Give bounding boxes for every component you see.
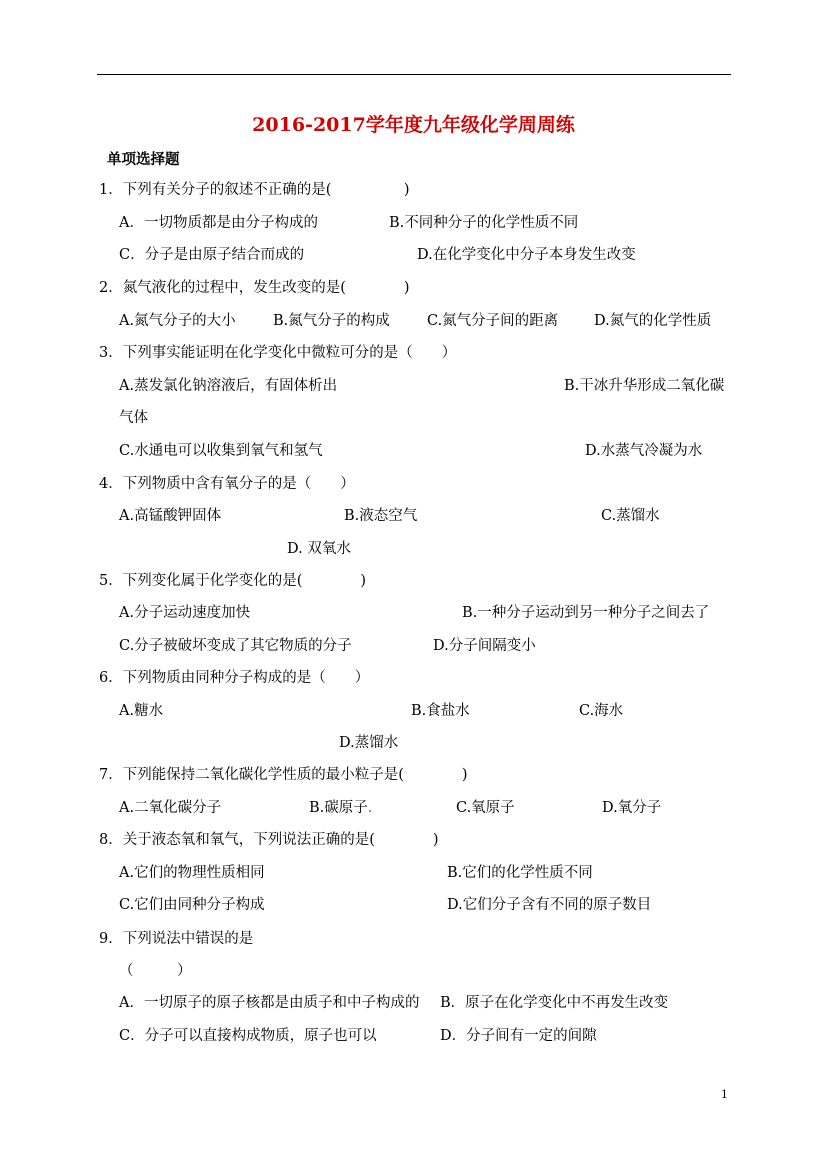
q1-option-a: A．一切物质都是由分子构成的 [119,215,318,231]
q8-option-d: D.它们分子含有不同的原子数目 [447,897,652,913]
page-title: 2016-2017学年度九年级化学周周练 [252,114,575,136]
question-6-stem: 6．下列物质由同种分子构成的是（ ） [99,670,370,686]
q5-option-a: A.分子运动速度加快 [119,605,251,621]
q3-option-d: D.水蒸气冷凝为水 [585,443,703,459]
question-1-stem: 1．下列有关分子的叙述不正确的是( ) [99,182,410,198]
q4-option-c: C.蒸馏水 [601,508,660,524]
q2-option-c: C.氮气分子间的距离 [427,313,559,329]
q7-option-b-dot: . [367,800,373,816]
q9-option-a: A．一切原子的原子核都是由质子和中子构成的 [119,995,420,1011]
q7-option-b-text: B.碳原子 [309,800,368,816]
q8-option-a: A.它们的物理性质相同 [119,865,265,881]
q4-option-b: B.液态空气 [344,508,418,524]
q1-option-c: C．分子是由原子结合而成的 [119,247,305,263]
question-3-stem: 3．下列事实能证明在化学变化中微粒可分的是（ ） [99,345,457,361]
header-rule [97,74,731,75]
page-number: 1 [721,1088,728,1101]
q8-option-b: B.它们的化学性质不同 [447,865,593,881]
q3-option-a: A.蒸发氯化钠溶液后，有固体析出 [119,378,338,394]
q9-option-b: B．原子在化学变化中不再发生改变 [440,995,669,1011]
q7-option-b [309,798,372,818]
question-4-stem: 4．下列物质中含有氧分子的是（ ） [99,476,355,492]
q3-option-b: B.干冰升华形成二氧化碳 [564,378,725,394]
q4-option-d: D. 双氧水 [287,541,351,557]
q9-option-c: C．分子可以直接构成物质，原子也可以 [119,1028,377,1044]
q4-option-a: A.高锰酸钾固体 [119,508,222,524]
q1-option-b: B.不同种分子的化学性质不同 [389,215,579,231]
question-7-stem: 7．下列能保持二氧化碳化学性质的最小粒子是( ) [99,767,468,783]
q1-option-d: D.在化学变化中分子本身发生改变 [417,247,636,263]
section-heading: 单项选择题 [107,151,180,168]
question-5-stem: 5．下列变化属于化学变化的是( ) [99,573,367,589]
q5-option-c: C.分子被破坏变成了其它物质的分子 [119,638,352,654]
q5-option-d: D.分子间隔变小 [433,638,536,654]
q9-option-d: D．分子间有一定的间隙 [440,1028,597,1044]
q6-option-a: A.糖水 [119,703,164,719]
q2-option-b: B.氮气分子的构成 [273,313,390,329]
q6-option-d: D.蒸馏水 [339,735,399,751]
question-9-stem: 9．下列说法中错误的是 [99,931,254,947]
q6-option-c: C.海水 [579,703,624,719]
q7-option-c: C.氧原子 [456,800,515,816]
q9-answer-paren: （ ） [119,963,192,979]
q2-option-a: A.氮气分子的大小 [119,313,236,329]
q6-option-b: B.食盐水 [411,703,470,719]
q7-option-d: D.氧分子 [602,800,662,816]
question-8-stem: 8．关于液态氧和氧气，下列说法正确的是( ) [99,832,439,848]
q7-option-a: A.二氧化碳分子 [119,800,222,816]
q3-option-c: C.水通电可以收集到氧气和氢气 [119,443,323,459]
question-2-stem: 2．氮气液化的过程中，发生改变的是( ) [99,280,410,296]
q3-option-b-wrap: 气体 [119,410,148,426]
q5-option-b: B.一种分子运动到另一种分子之间去了 [462,605,710,621]
q8-option-c: C.它们由同种分子构成 [119,897,265,913]
q2-option-d: D.氮气的化学性质 [594,313,712,329]
